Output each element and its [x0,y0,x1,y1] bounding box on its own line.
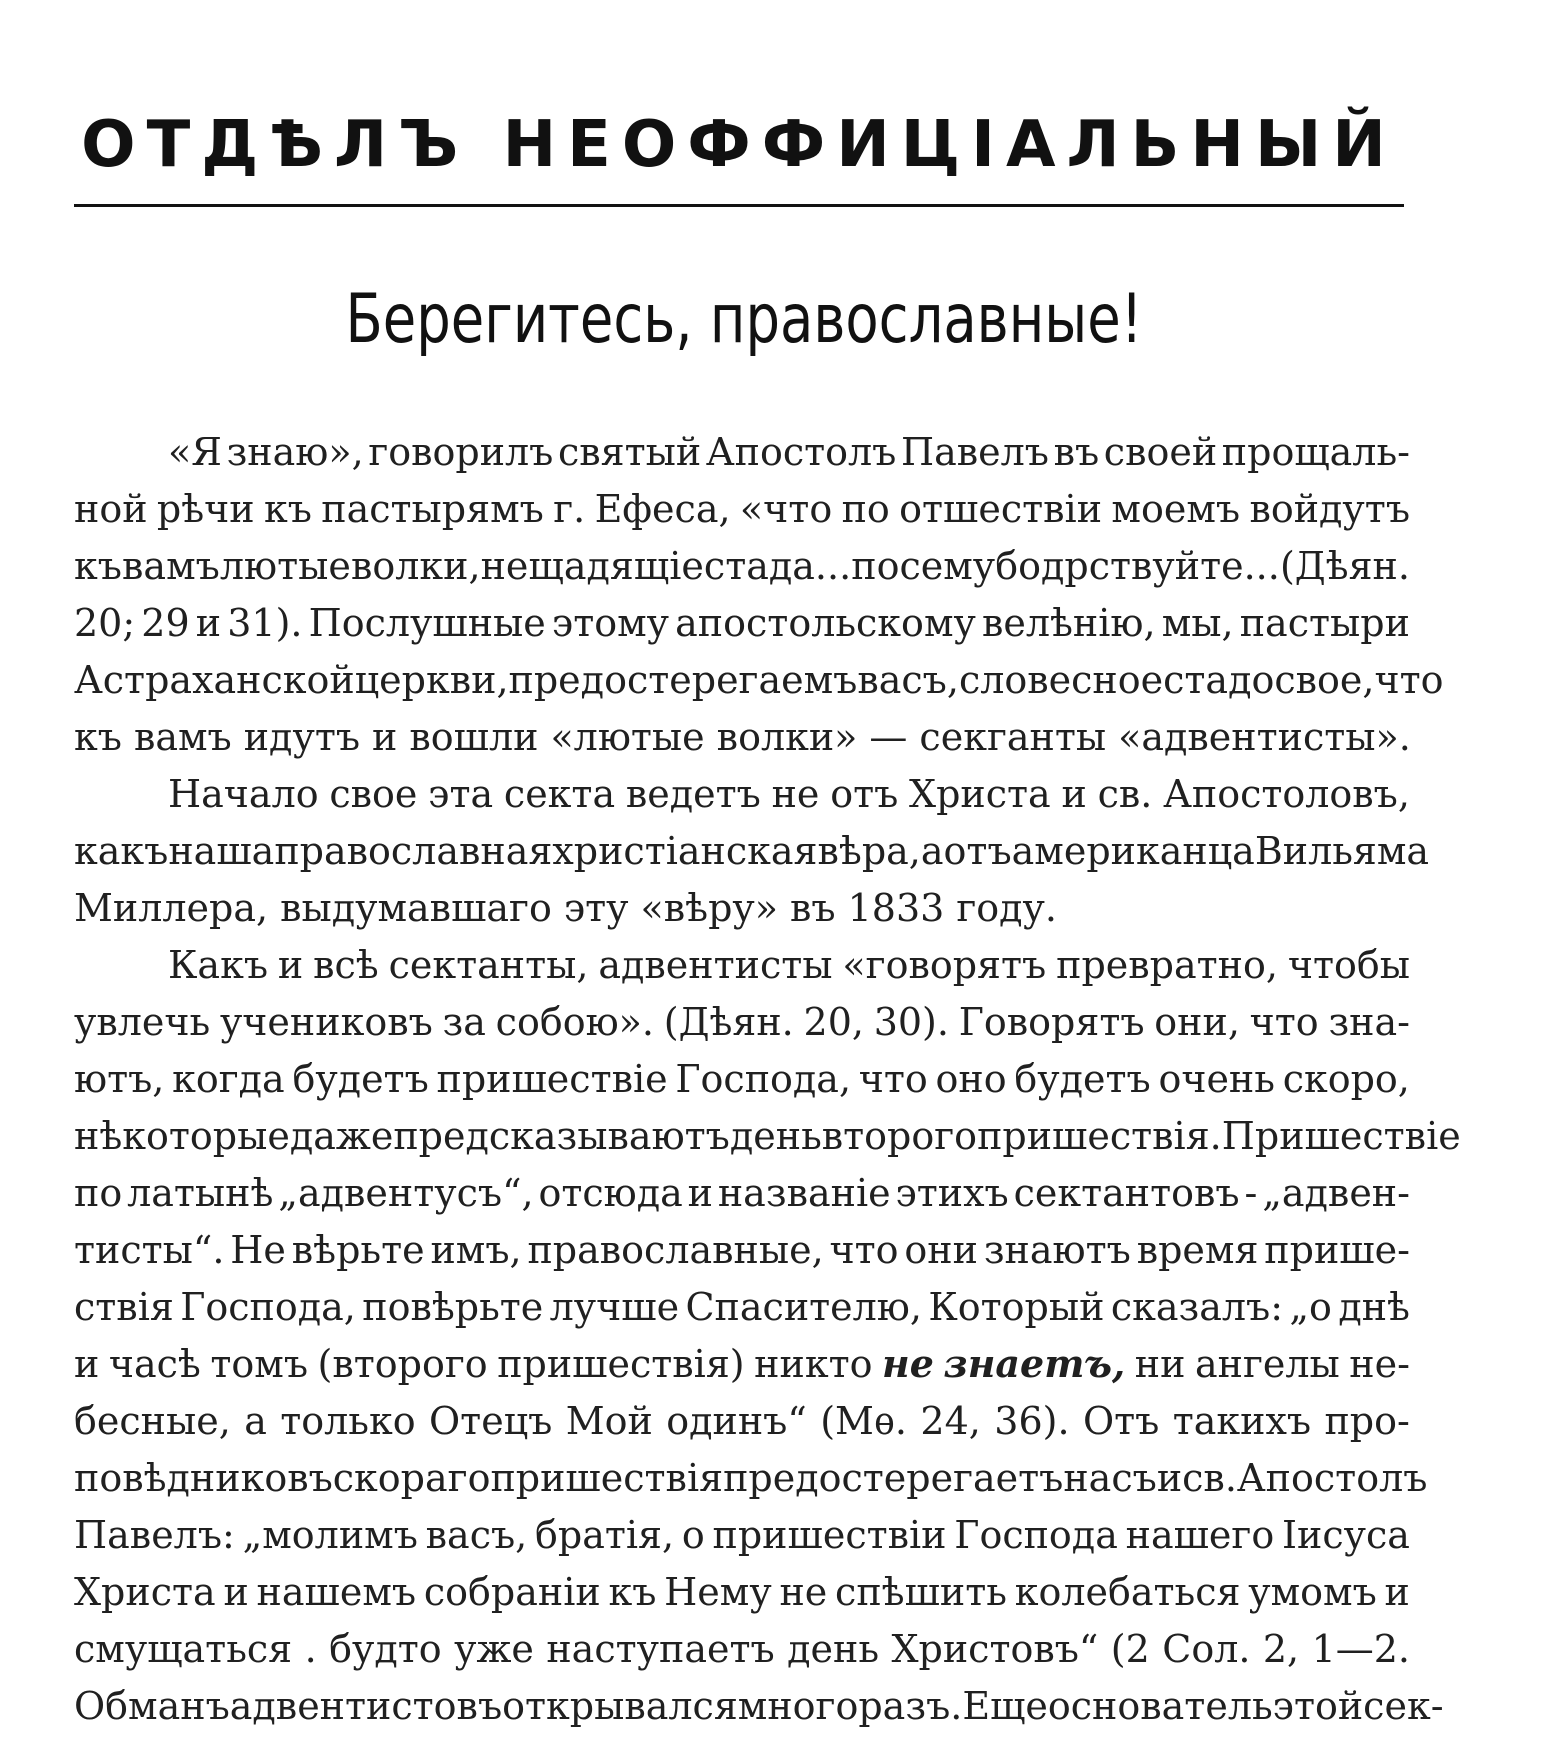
header-wavy-rule [74,211,1404,217]
section-header: ОТДѢЛЪ НЕОФФИЦІАЛЬНЫЙ [81,108,1397,182]
text-line: Обманъ адвентистовъ открывался много разъ. Еще основатель этой сек- [74,1684,1444,1728]
text-line: къ вамъ идутъ и вошли «лютые волки» — секганты «адвентисты». [74,715,1411,759]
text-line: бесные, а только Отецъ Мой одинъ“ (Мѳ. 24, 36). Отъ такихъ про- [74,1399,1410,1443]
text-line: Павелъ: „молимъ васъ, братія, о пришествіи Господа нашего Іисуса [74,1513,1410,1557]
text-line: 20; 29 и 31). Послушные этому апостольскому велѣнію, мы, пастыри [74,601,1410,645]
text-line: ютъ, когда будетъ пришествіе Господа, что оно будетъ очень скоро, [74,1057,1410,1101]
text-line: «Я знаю», говорилъ святый Апостолъ Павелъ въ своей прощаль- [168,430,1410,474]
text-line: смущаться . будто уже наступаетъ день Христовъ“ (2 Сол. 2, 1—2. [74,1627,1410,1671]
article-title: Берегитесь, православные! [345,280,1143,359]
text-line: ствія Господа, повѣрьте лучше Спасителю, Который сказалъ: „о днѣ [74,1285,1410,1329]
text-line: Какъ и всѣ сектанты, адвентисты «говорятъ превратно, чтобы [168,943,1410,987]
text-line: какъ наша православная христіанская вѣра, а отъ американца Вильяма [74,829,1430,873]
text-line: ной рѣчи къ пастырямъ г. Ефеса, «что по отшествіи моемъ войдутъ [74,487,1410,531]
text-line: и часѣ томъ (второго пришествія) никто не знаетъ, ни ангелы не- [74,1341,1410,1386]
text-line: къ вамъ лютые волки, не щадящіе стада... посему бодрствуйте... (Дѣян. [74,544,1410,588]
text-line: тисты“. Не вѣрьте имъ, православные, что они знаютъ время прише- [74,1228,1410,1272]
header-rule [74,204,1404,207]
text-line: повѣдниковъ скораго пришествія предостерегаетъ насъ и св. Апостолъ [74,1456,1428,1500]
text-line: Астраханской церкви, предостерегаемъ васъ, словесное стадо свое, что [74,658,1444,702]
text-line: по латынѣ „адвентусъ“, отсюда и названіе этихъ сектантовъ - „адвен- [74,1171,1410,1215]
text-line: Миллера, выдумавшаго эту «вѣру» въ 1833 году. [74,886,1057,930]
text-line: Начало свое эта секта ведетъ не отъ Христа и св. Апостоловъ, [168,772,1410,816]
text-line: увлечь учениковъ за собою». (Дѣян. 20, 30). Говорятъ они, что зна- [74,1000,1410,1044]
text-line: Христа и нашемъ собраніи къ Нему не спѣшить колебаться умомъ и [74,1570,1410,1614]
text-line: нѣкоторые даже предсказываютъ день второго пришествія. Пришествіе [74,1114,1461,1158]
